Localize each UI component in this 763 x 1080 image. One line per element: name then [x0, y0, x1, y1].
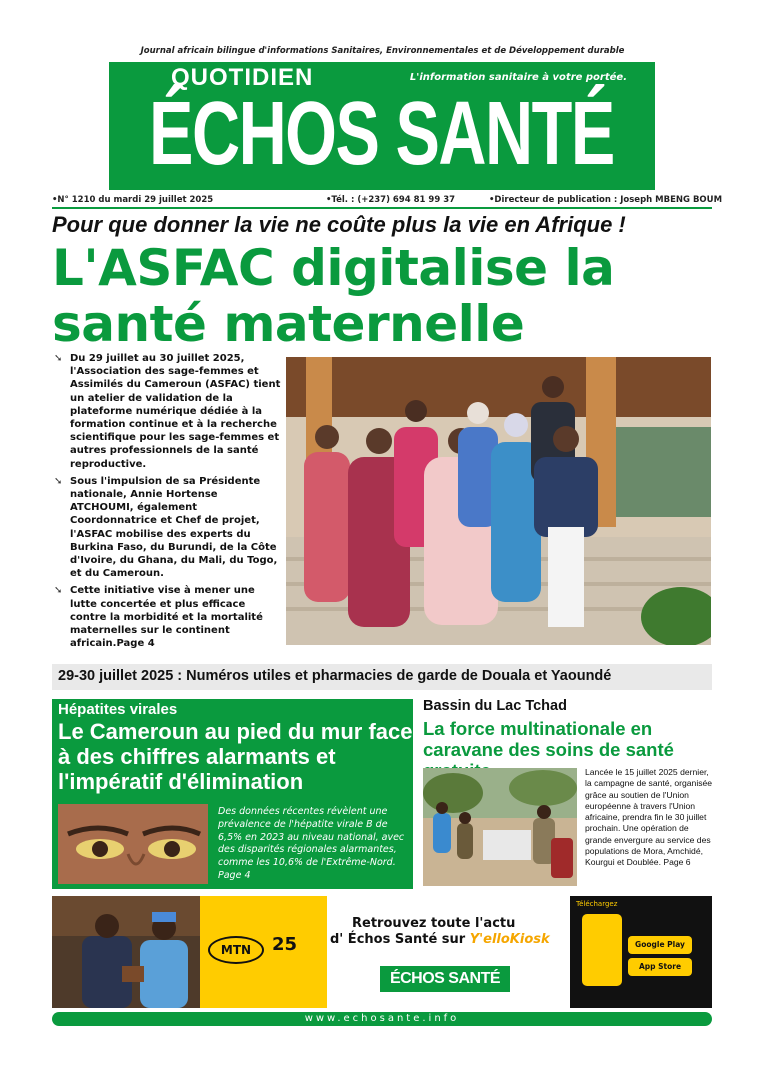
lac-tchad-kicker: Bassin du Lac Tchad — [423, 698, 567, 714]
lead-bullet: ➘ Du 29 juillet au 30 juillet 2025, l'Association des sage-femmes et Assimilés du Cameroun (ASFAC) tient un atelier de validation de la plateforme numérique dédiée à la formation continue et à la recherche scientifique pour les sage-femmes et autres professionnels de la santé reproductive. — [54, 353, 281, 470]
yellokiosk-name: Y'elloKiosk — [469, 932, 550, 947]
arrow-icon: ➘ — [54, 353, 63, 364]
lead-bullet: ➘ Sous l'impulsion de sa Présidente nationale, Annie Hortense ATCHOUMI, également Coordonnatrice et Chef de projet, l'ASFAC mobilise des experts du Burkina Faso, du Burundi, de la Côte d'Ivoire, du Ghana, du Mali, du Togo, et du Cameroun. — [54, 475, 278, 580]
app-store-button[interactable]: App Store — [628, 958, 692, 976]
hepatites-summary: Des données récentes révèlent une prévalence de l'hépatite virale B de 6,5% en 2023 au niveau national, avec des disparités régionales alarmantes, comme les 10,6% de l'Extrême-Nord. Page 4 — [218, 806, 405, 881]
anniversary-logo: 25 — [272, 934, 298, 955]
lead-kicker: Pour que donner la vie ne coûte plus la vie en Afrique ! — [52, 212, 626, 237]
lac-tchad-summary: Lancée le 15 juillet 2025 dernier, la campagne de santé, organisée grâce au soutien de l'Union européenne à travers l'Union africaine, prendra fin le 30 juillet prochain. Une opération de grande envergure au service des populations de Mora, Amchidé, Kourgui et Doublée. Page 6 — [585, 767, 713, 868]
lead-headline: L'ASFAC digitalise la santé maternelle — [52, 239, 615, 353]
hepatites-article[interactable] — [52, 699, 413, 889]
hepatites-photo — [58, 804, 208, 884]
footer-bar — [52, 1012, 712, 1026]
caravan-illustration — [423, 768, 577, 886]
ad-line-1: Retrouvez toute l'actu — [352, 916, 516, 931]
eyes-illustration — [58, 804, 208, 884]
group-photo-illustration — [286, 357, 711, 645]
masthead — [109, 62, 655, 190]
arrow-icon: ➘ — [54, 475, 63, 487]
lead-bullets — [52, 352, 284, 654]
mtn-logo: MTN — [208, 936, 264, 964]
masthead-quotidien: QUOTIDIEN — [171, 64, 314, 91]
hepatites-title: Le Cameroun au pied du mur face à des chiffres alarmants et l'impératif d'élimination — [58, 719, 413, 794]
lead-photo — [286, 357, 711, 645]
ad-mtn-panel — [200, 896, 327, 1008]
masthead-tagline: Journal africain bilingue d'informations Sanitaires, Environnementales et de Développement durable — [140, 46, 625, 56]
masthead-slogan: L'information sanitaire à votre portée. — [409, 72, 627, 83]
publication-director: •Directeur de publication : Joseph MBENG BOUM — [489, 195, 723, 205]
lead-bullet: ➘ Cette initiative vise à mener une lutte concertée et plus efficace contre la morbidité et la mortalité maternelles sur le continent africain.Page 4 — [54, 585, 263, 650]
ad-line-2: d' Échos Santé sur Y'elloKiosk — [330, 932, 550, 947]
lac-tchad-photo — [423, 768, 577, 886]
yellokiosk-ad[interactable] — [52, 896, 712, 1008]
ad-photo — [52, 896, 200, 1008]
google-play-button[interactable]: Google Play — [628, 936, 692, 954]
pharmacies-banner[interactable] — [52, 664, 712, 690]
phone-number: •Tél. : (+237) 694 81 99 37 — [326, 195, 456, 205]
arrow-icon: ➘ — [54, 585, 63, 597]
masthead-title: ÉCHOS SANTÉ — [149, 84, 614, 184]
pharmacies-text: 29-30 juillet 2025 : Numéros utiles et pharmacies de garde de Douala et Yaoundé — [58, 668, 612, 684]
hepatites-kicker: Hépatites virales — [58, 701, 178, 718]
ad-people-illustration — [52, 896, 200, 1008]
download-label: Téléchargez — [576, 900, 618, 908]
issue-number: •N° 1210 du mardi 29 juillet 2025 — [52, 195, 214, 205]
ad-download-panel — [570, 896, 712, 1008]
ad-echos-sante-logo: ÉCHOS SANTÉ — [380, 966, 510, 992]
lac-tchad-title[interactable]: La force multinationale en caravane des soins de santé — [423, 718, 674, 760]
phone-icon — [582, 914, 622, 986]
website-link[interactable]: www.echosante.info — [304, 1013, 460, 1024]
divider — [52, 207, 712, 209]
